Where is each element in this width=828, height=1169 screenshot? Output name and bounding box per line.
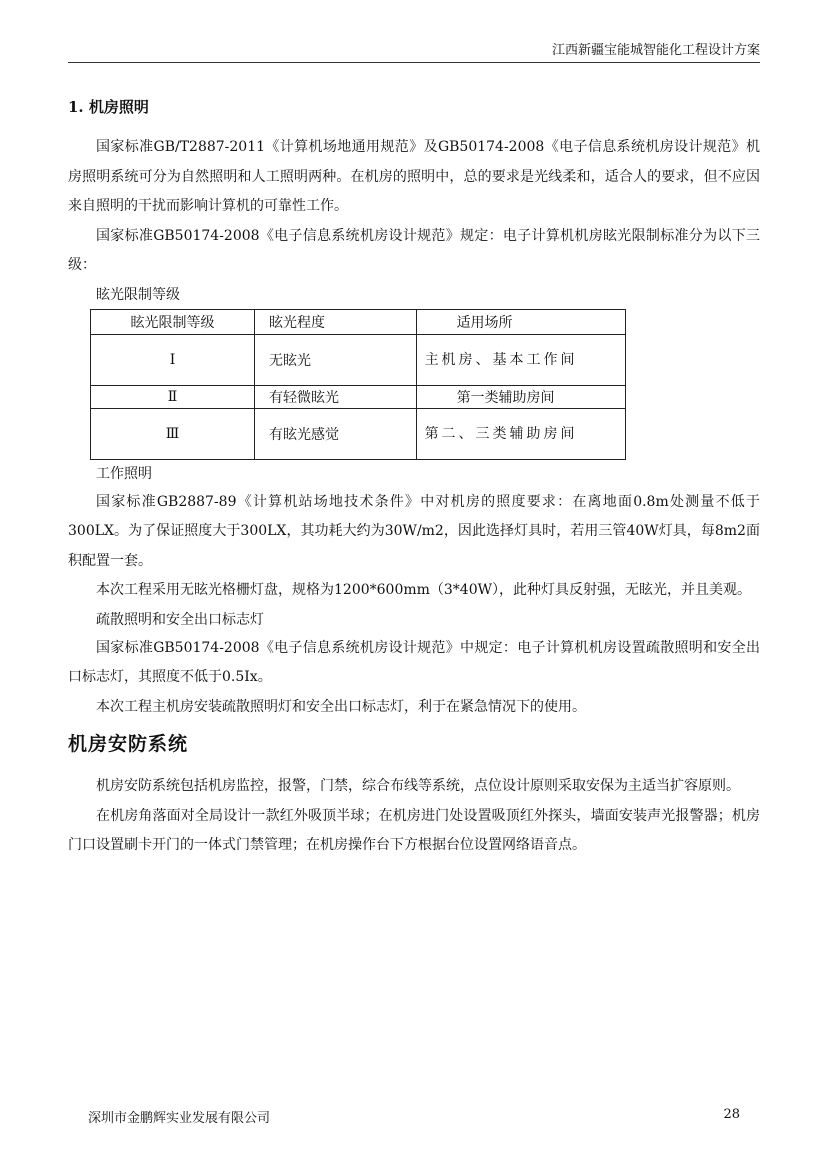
table-cell-level: Ⅲ: [91, 408, 255, 459]
sub-label-emergency-lighting: 疏散照明和安全出口标志灯: [96, 611, 264, 628]
paragraph: 机房安防系统包括机房监控，报警，门禁，综合布线等系统，点位设计原则采取安保为主适当扩容原则。: [96, 778, 740, 794]
section-heading-security: 机房安防系统: [68, 733, 189, 755]
table-row: [91, 334, 626, 385]
paragraph: 国家标准GB2887-89《计算机站场地技术条件》中对机房的照度要求：在离地面0.8m处测量不低于300LX。为了保证照度大于300LX，其功耗大约为30W/m2，因此选择灯具时，若用三管40W灯具，每8m2面积配置一套。: [68, 493, 760, 569]
sub-label-work-lighting: 工作照明: [96, 465, 152, 482]
paragraph: 本次工程采用无眩光格栅灯盘，规格为1200*600mm（3*40W），此种灯具反射强，无眩光，并且美观。: [96, 582, 752, 598]
header-title: 江西新疆宝能城智能化工程设计方案: [551, 43, 760, 58]
paragraph: 在机房角落面对全局设计一款红外吸顶半球；在机房进门处设置吸顶红外探头，墙面安装声光报警器；机房门口设置刷卡开门的一体式门禁管理；在机房操作台下方根据台位设置网络语音点。: [68, 807, 760, 853]
footer-company: 深圳市金鹏辉实业发展有限公司: [88, 1111, 271, 1126]
page-number: 28: [723, 1107, 740, 1122]
page-footer: [88, 1107, 740, 1127]
table-cell-level: Ⅱ: [91, 385, 255, 408]
table-cell-place: 第二、三类辅助房间: [416, 408, 625, 459]
table-cell-degree: 有眩光感觉: [254, 408, 416, 459]
table-cell-place: 第一类辅助房间: [416, 385, 625, 408]
table-row: [91, 385, 626, 408]
paragraph: 本次工程主机房安装疏散照明灯和安全出口标志灯，利于在紧急情况下的使用。: [96, 698, 586, 715]
glare-table: [90, 309, 626, 460]
table-cell-degree: 无眩光: [254, 334, 416, 385]
table-header-cell: 适用场所: [416, 309, 625, 334]
paragraph: 国家标准GB50174-2008《电子信息系统机房设计规范》规定：电子计算机机房眩光限制标准分为以下三级：: [68, 227, 760, 273]
table-label: 眩光限制等级: [96, 286, 180, 303]
paragraph: 国家标准GB/T2887-2011《计算机场地通用规范》及GB50174-2008《电子信息系统机房设计规范》机房照明系统可分为自然照明和人工照明两种。在机房的照明中，总的要求是光线柔和，适合人的要求，但不应因来自照明的干扰而影响计算机的可靠性工作。: [68, 139, 760, 214]
table-header-cell: 眩光限制等级: [91, 309, 255, 334]
table-cell-place: 主机房、基本工作间: [416, 334, 625, 385]
table-row: [91, 408, 626, 459]
paragraph: 国家标准GB50174-2008《电子信息系统机房设计规范》中规定：电子计算机机房设置疏散照明和安全出口标志灯，其照度不低于0.5Ix。: [68, 639, 760, 685]
table-header-row: [91, 309, 626, 334]
table-header-cell: 眩光程度: [254, 309, 416, 334]
table-cell-level: Ⅰ: [91, 334, 255, 385]
table-cell-degree: 有轻微眩光: [254, 385, 416, 408]
page-header: [68, 40, 760, 63]
page-content: [68, 95, 760, 861]
section-heading-lighting: 1. 机房照明: [68, 98, 149, 116]
